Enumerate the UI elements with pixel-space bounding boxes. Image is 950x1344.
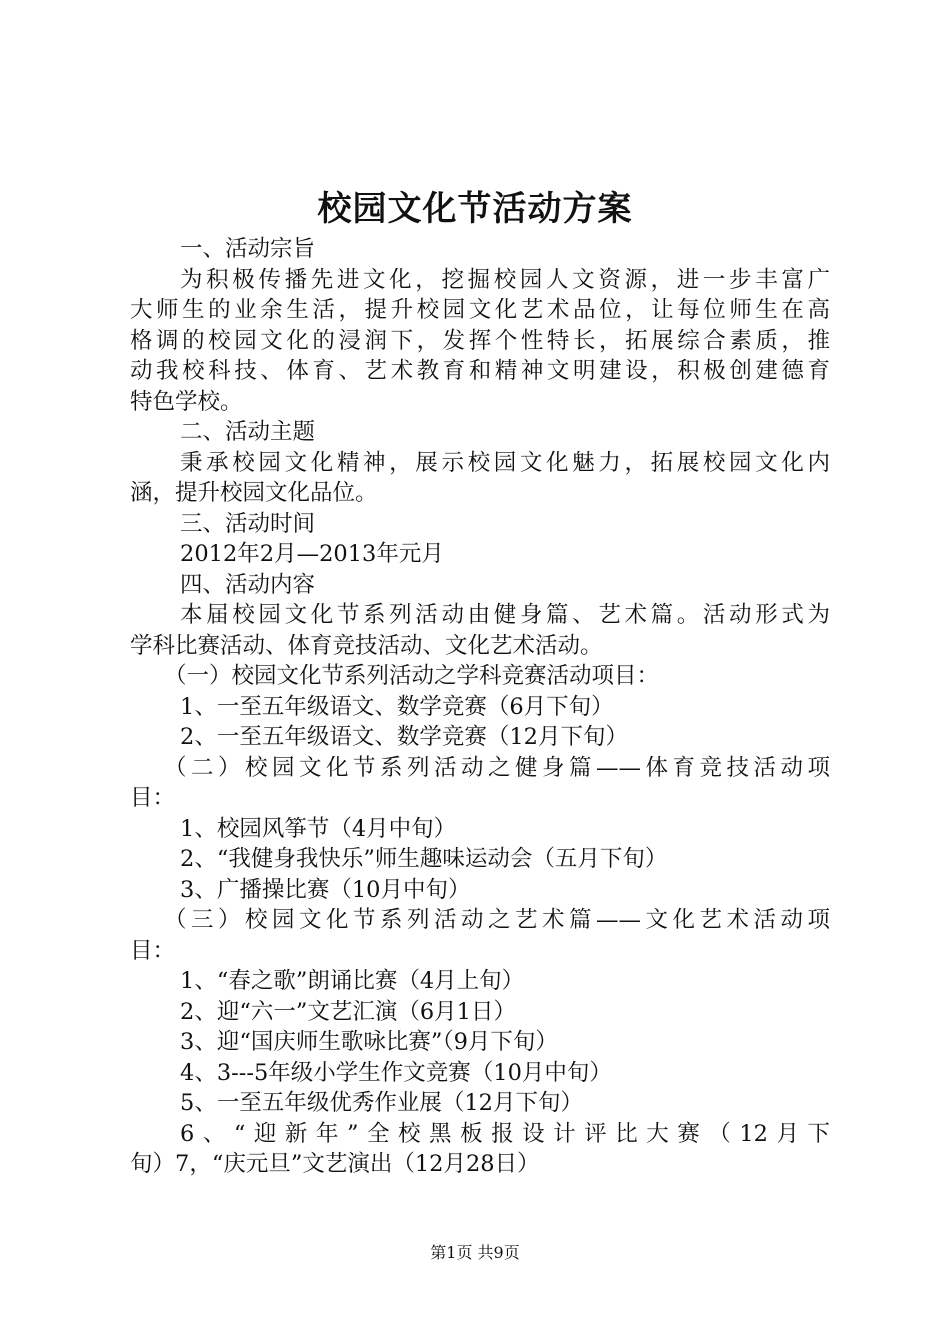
paragraph-line: 涵，提升校园文化品位。 <box>130 480 378 506</box>
list-item: 4、3---5年级小学生作文竞赛（10月中旬） <box>180 1059 612 1086</box>
paragraph-line: 秉承校园文化精神，展示校园文化魅力，拓展校园文化内 <box>180 449 830 476</box>
subsection-heading: 目： <box>130 785 176 811</box>
document-title: 校园文化节活动方案 <box>317 189 633 229</box>
list-item: 3、广播操比赛（10月中旬） <box>180 876 471 903</box>
paragraph-line: 本届校园文化节系列活动由健身篇、艺术篇。活动形式为 <box>180 602 830 628</box>
list-item: 5、一至五年级优秀作业展（12月下旬） <box>180 1090 583 1116</box>
list-item: 1、校园风筝节（4月中旬） <box>180 815 457 842</box>
document-body <box>130 234 830 1180</box>
section-heading: 二、活动主题 <box>180 419 316 445</box>
paragraph-line: 为积极传播先进文化，挖掘校园人文资源，进一步丰富广 <box>180 266 830 293</box>
subsection-heading: （一）校园文化节系列活动之学科竞赛活动项目： <box>164 663 660 689</box>
subsection-heading: （三）校园文化节系列活动之艺术篇——文化艺术活动项 <box>164 907 830 933</box>
list-item: 旬）7，“庆元旦”文艺演出（12月28日） <box>130 1151 540 1177</box>
paragraph-line: 特色学校。 <box>130 388 243 415</box>
section-heading: 三、活动时间 <box>180 510 316 537</box>
paragraph-line: 格调的校园文化的浸润下，发挥个性特长，拓展综合素质，推 <box>130 327 830 354</box>
paragraph-line: 2012年2月—2013年元月 <box>180 541 444 567</box>
page-number-footer: 第1页 共9页 <box>430 1243 520 1262</box>
list-item: 2、“我健身我快乐”师生趣味运动会（五月下旬） <box>180 846 668 872</box>
list-item: 2、迎“六一”文艺汇演（6月1日） <box>180 998 516 1025</box>
paragraph-line: 动我校科技、体育、艺术教育和精神文明建设，积极创建德育 <box>130 358 830 384</box>
list-item: 2、一至五年级语文、数学竞赛（12月下旬） <box>180 724 628 750</box>
list-item: 3、迎“国庆师生歌咏比赛”（9月下旬） <box>180 1029 558 1055</box>
paragraph-line: 学科比赛活动、体育竞技活动、文化艺术活动。 <box>130 632 603 659</box>
section-heading: 一、活动宗旨 <box>180 236 316 262</box>
subsection-heading: （二）校园文化节系列活动之健身篇——体育竞技活动项 <box>164 754 830 781</box>
list-item: 6、“迎新年”全校黑板报设计评比大赛（12月下 <box>180 1120 830 1147</box>
subsection-heading: 目： <box>130 937 176 964</box>
list-item: 1、一至五年级语文、数学竞赛（6月下旬） <box>180 693 614 720</box>
list-item: 1、“春之歌”朗诵比赛（4月上旬） <box>180 968 525 994</box>
section-heading: 四、活动内容 <box>180 571 316 598</box>
paragraph-line: 大师生的业余生活，提升校园文化艺术品位，让每位师生在高 <box>130 297 830 323</box>
